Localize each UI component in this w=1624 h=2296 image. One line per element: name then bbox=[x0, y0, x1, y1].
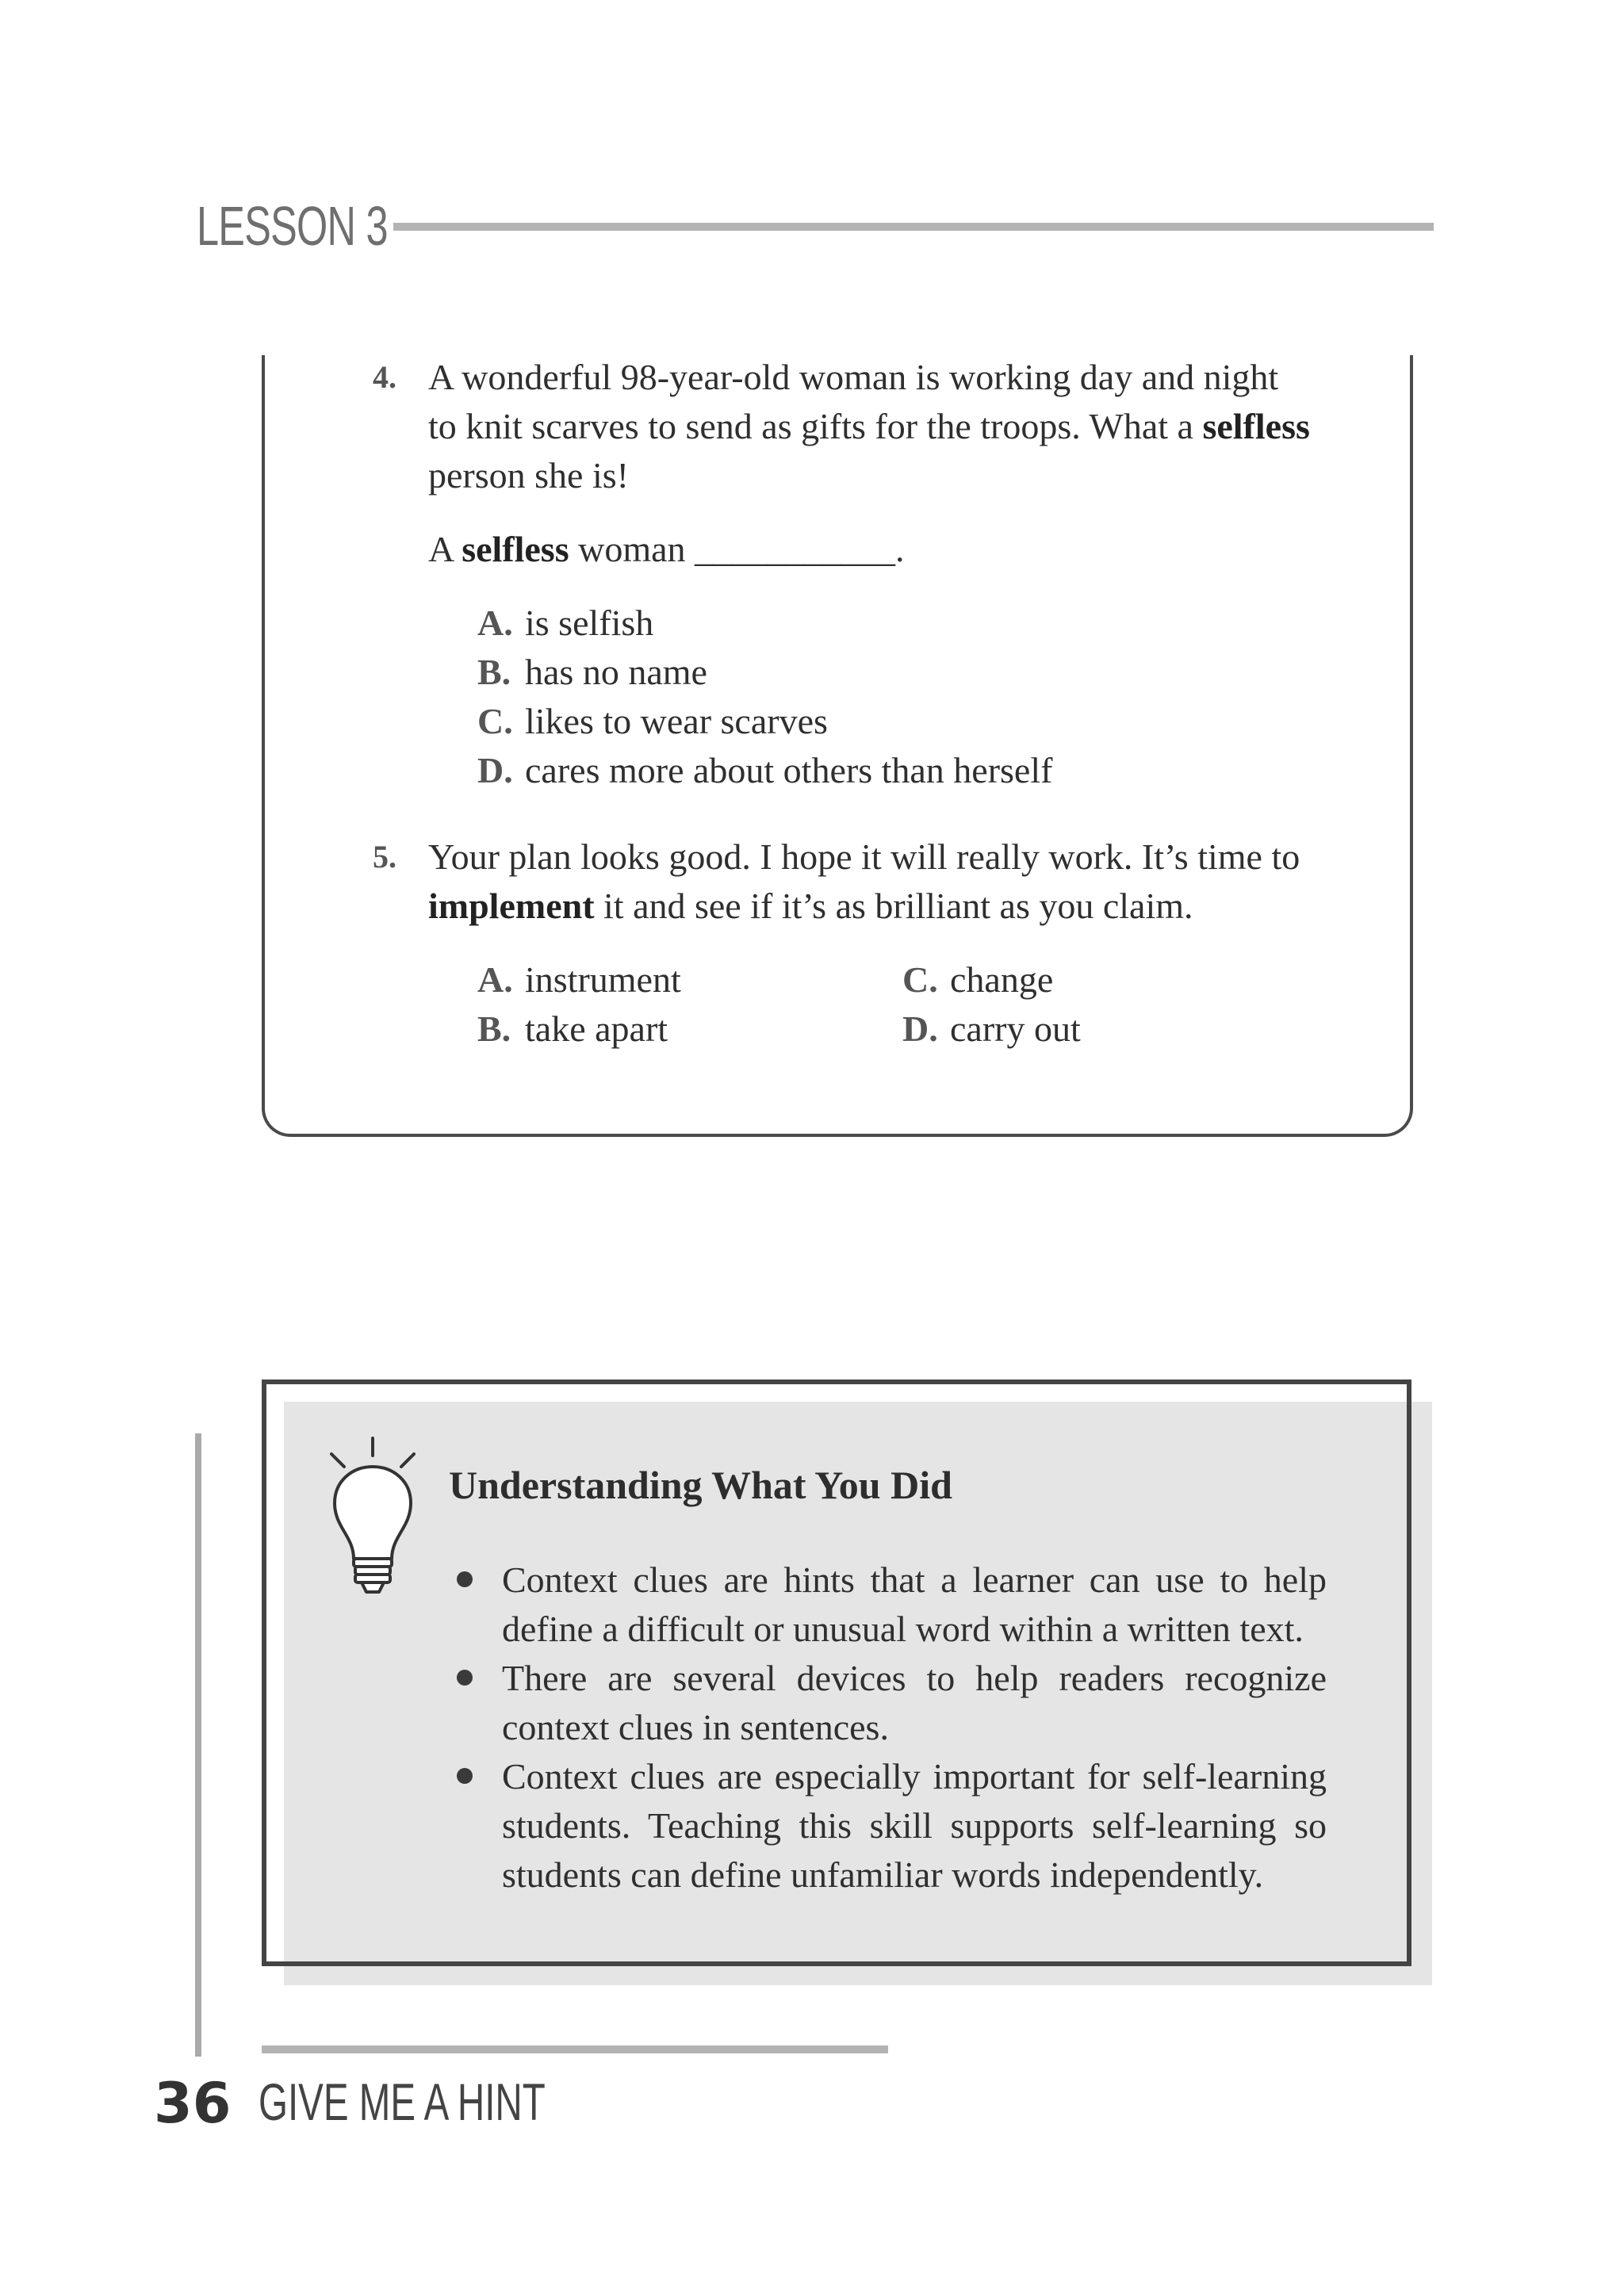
option-text: is selfish bbox=[525, 603, 654, 643]
lesson-label: LESSON 3 bbox=[197, 195, 388, 257]
question-5-option-b[interactable] bbox=[477, 1004, 668, 1054]
question-4-line-2-text: to knit scarves to send as gifts for the troops. What a bbox=[428, 406, 1203, 446]
option-letter: A. bbox=[477, 959, 513, 1000]
option-letter: D. bbox=[477, 750, 513, 790]
option-text: has no name bbox=[525, 652, 707, 692]
bullet-icon bbox=[457, 1670, 473, 1686]
question-4-option-a[interactable] bbox=[477, 599, 653, 648]
option-text: change bbox=[950, 959, 1054, 1000]
question-5-option-a[interactable] bbox=[477, 955, 681, 1004]
question-4-option-b[interactable] bbox=[477, 648, 707, 697]
page-number: 36 bbox=[154, 2071, 232, 2136]
question-5-number: 5. bbox=[373, 839, 396, 874]
tip-bullet-2: There are several devices to help readers recognize context clues in sentences. bbox=[502, 1658, 1327, 1747]
tip-bullet-3: Context clues are especially important for self-learning students. Teaching this skill supports self-learning so students can define unfamiliar words independently. bbox=[502, 1756, 1327, 1895]
tip-title: Understanding What You Did bbox=[449, 1463, 952, 1507]
stem-prefix: A bbox=[428, 529, 462, 569]
option-letter: A. bbox=[477, 603, 513, 643]
keyword-implement: implement bbox=[428, 886, 595, 926]
question-5-line-1: Your plan looks good. I hope it will really work. It’s time to bbox=[428, 836, 1300, 877]
question-4-line-3: person she is! bbox=[428, 455, 629, 496]
tip-bullet-1: Context clues are hints that a learner can use to help define a difficult or unusual word within a written text. bbox=[502, 1559, 1327, 1649]
footer-rule bbox=[262, 2045, 888, 2053]
side-rule bbox=[195, 1433, 201, 2057]
book-title: GIVE ME A HINT bbox=[259, 2072, 546, 2131]
option-letter: D. bbox=[902, 1008, 938, 1049]
option-letter: B. bbox=[477, 652, 511, 692]
bullet-icon bbox=[457, 1571, 473, 1587]
lightbulb-icon bbox=[320, 1435, 425, 1601]
question-4-line-2 bbox=[428, 402, 1310, 451]
option-text: carry out bbox=[950, 1008, 1081, 1049]
option-text: take apart bbox=[525, 1008, 668, 1049]
question-4-number: 4. bbox=[373, 359, 396, 395]
question-4-option-c[interactable] bbox=[477, 697, 828, 746]
question-4-stem bbox=[428, 525, 905, 574]
question-4-line-1: A wonderful 98-year-old woman is working day and night bbox=[428, 357, 1279, 397]
bullet-icon bbox=[457, 1768, 473, 1784]
header-rule bbox=[393, 223, 1434, 231]
question-5-line-2 bbox=[428, 882, 1193, 931]
option-text: cares more about others than herself bbox=[525, 750, 1053, 790]
question-5-line-2-text: it and see if it’s as brilliant as you claim. bbox=[594, 886, 1193, 926]
question-4-option-d[interactable] bbox=[477, 746, 1052, 795]
stem-suffix: woman ___________. bbox=[569, 529, 905, 569]
option-letter: C. bbox=[902, 959, 938, 1000]
option-letter: B. bbox=[477, 1008, 511, 1049]
stem-keyword-selfless: selfless bbox=[462, 529, 569, 569]
option-letter: C. bbox=[477, 701, 513, 741]
option-text: likes to wear scarves bbox=[525, 701, 828, 741]
question-5-option-d[interactable] bbox=[902, 1004, 1081, 1054]
keyword-selfless: selfless bbox=[1202, 406, 1310, 446]
question-5-option-c[interactable] bbox=[902, 955, 1053, 1004]
option-text: instrument bbox=[525, 959, 681, 1000]
